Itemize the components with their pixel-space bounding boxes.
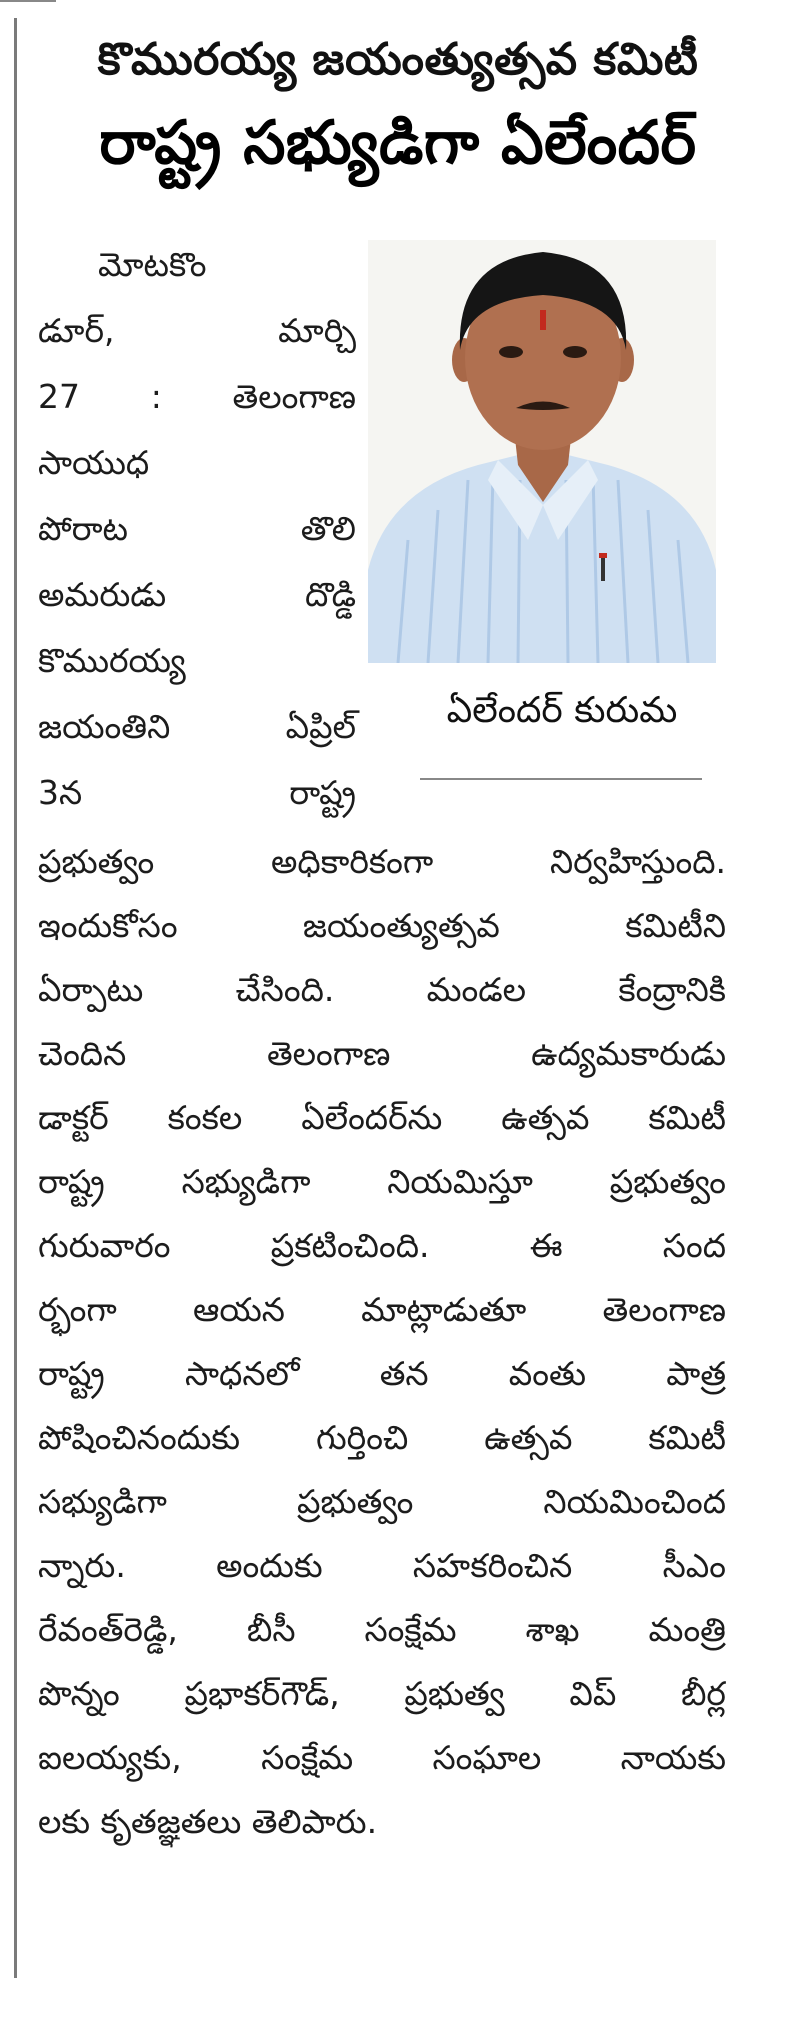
body-line: లకు కృతజ్ఞతలు తెలిపారు. — [38, 1802, 378, 1841]
body-line: డాక్టర్ కంకల ఏలేందర్‌ను ఉత్సవ కమిటీ — [38, 1098, 726, 1137]
portrait-illustration — [368, 240, 716, 663]
intro-line: సాయుధ — [38, 443, 150, 482]
body-line: ఐలయ్యకు, సంక్షేమ సంఘాల నాయకు — [38, 1738, 726, 1777]
headline: రాష్ట్ర సభ్యుడిగా ఏలేందర్ — [99, 108, 697, 178]
column-rule-left — [14, 18, 17, 1978]
article-body — [38, 830, 726, 1854]
body-line: చెందిన తెలంగాణ ఉద్యమకారుడు — [38, 1034, 726, 1073]
intro-line: పోరాట తొలి — [38, 509, 356, 548]
body-line: రేవంత్‌రెడ్డి, బీసీ సంక్షేమ శాఖ మంత్రి — [38, 1610, 726, 1649]
portrait-photo — [368, 240, 716, 663]
body-line: రాష్ట్ర సాధనలో తన వంతు పాత్ర — [38, 1354, 726, 1393]
body-line: రాష్ట్ర సభ్యుడిగా నియమిస్తూ ప్రభుత్వం — [38, 1162, 726, 1201]
intro-line: 3న రాష్ట్ర — [38, 773, 356, 812]
intro-column — [38, 232, 356, 826]
body-line: ర్భంగా ఆయన మాట్లాడుతూ తెలంగాణ — [38, 1290, 726, 1329]
kicker-heading: కొమురయ్య జయంత్యుత్సవ కమిటీ — [97, 34, 699, 85]
intro-line: కొమురయ్య — [38, 641, 186, 680]
body-line: న్నారు. అందుకు సహకరించిన సీఎం — [38, 1546, 726, 1585]
caption-rule — [420, 778, 702, 780]
body-line: ఇందుకోసం జయంత్యుత్సవ కమిటీని — [38, 906, 726, 945]
photo-caption: ఏలేందర్ కురుమ — [446, 690, 678, 731]
body-line: ఏర్పాటు చేసింది. మండల కేంద్రానికి — [38, 970, 726, 1009]
body-line: పొన్నం ప్రభాకర్‌గౌడ్, ప్రభుత్వ విప్ బీర్ల — [38, 1674, 726, 1713]
top-rule — [0, 0, 56, 2]
intro-line: జయంతిని ఏప్రిల్ — [38, 707, 356, 746]
intro-line: అమరుడు దొడ్డి — [38, 575, 356, 614]
body-line: గురువారం ప్రకటించింది. ఈ సంద — [38, 1226, 726, 1265]
intro-line: 27 : తెలంగాణ — [38, 377, 356, 416]
body-line: ప్రభుత్వం అధికారికంగా నిర్వహిస్తుంది. — [38, 842, 726, 881]
body-line: పోషించినందుకు గుర్తించి ఉత్సవ కమిటీ — [38, 1418, 726, 1457]
body-line: సభ్యుడిగా ప్రభుత్వం నియమించింద — [38, 1482, 726, 1521]
intro-line: డూర్, మార్చి — [38, 311, 356, 350]
intro-line: మోటకొం — [98, 245, 207, 284]
